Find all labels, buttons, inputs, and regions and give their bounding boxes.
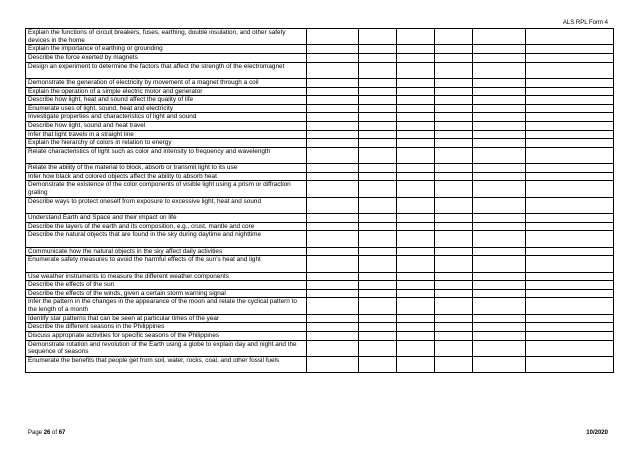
rating-cell[interactable]: [435, 332, 473, 341]
rating-cell[interactable]: [526, 78, 614, 87]
rating-cell[interactable]: [397, 314, 435, 323]
rating-cell[interactable]: [435, 289, 473, 298]
rating-cell[interactable]: [526, 356, 614, 372]
rating-cell[interactable]: [359, 289, 397, 298]
rating-cell[interactable]: [307, 231, 359, 247]
competency-description: Design an experiment to determine the factors that affect the strength of the electromagnet: [26, 62, 307, 78]
rating-cell[interactable]: [435, 29, 473, 45]
rating-cell[interactable]: [435, 340, 473, 356]
rating-cell[interactable]: [307, 340, 359, 356]
rating-cell[interactable]: [526, 256, 614, 272]
rating-cell[interactable]: [397, 222, 435, 231]
rating-cell[interactable]: [473, 130, 526, 139]
competency-description: Infer the pattern in the changes in the appearance of the moon and relate the cyclical pattern to the length of a month: [26, 298, 307, 314]
rating-cell[interactable]: [526, 247, 614, 256]
rating-cell[interactable]: [473, 164, 526, 173]
rating-cell[interactable]: [435, 172, 473, 181]
rating-cell[interactable]: [397, 62, 435, 78]
table-row: [26, 181, 614, 197]
rating-cell[interactable]: [473, 222, 526, 231]
table-row: [26, 87, 614, 96]
rating-cell[interactable]: [526, 197, 614, 213]
rating-cell[interactable]: [359, 87, 397, 96]
rating-cell[interactable]: [397, 139, 435, 148]
rating-cell[interactable]: [397, 231, 435, 247]
rating-cell[interactable]: [307, 298, 359, 314]
table-row: [26, 323, 614, 332]
rating-cell[interactable]: [473, 53, 526, 62]
rating-cell[interactable]: [435, 53, 473, 62]
rating-cell[interactable]: [435, 247, 473, 256]
table-row: [26, 197, 614, 213]
rating-cell[interactable]: [307, 139, 359, 148]
table-row: [26, 53, 614, 62]
rating-cell[interactable]: [397, 281, 435, 290]
rating-cell[interactable]: [435, 197, 473, 213]
rating-cell[interactable]: [397, 104, 435, 113]
competency-description: Explain the operation of a simple electric motor and generator: [26, 87, 307, 96]
rating-cell[interactable]: [473, 323, 526, 332]
rating-cell[interactable]: [526, 289, 614, 298]
competency-table: [25, 28, 614, 373]
rating-cell[interactable]: [526, 104, 614, 113]
rating-cell[interactable]: [359, 96, 397, 105]
table-row: [26, 247, 614, 256]
table-row: [26, 78, 614, 87]
rating-cell[interactable]: [307, 332, 359, 341]
rating-cell[interactable]: [397, 181, 435, 197]
rating-cell[interactable]: [473, 121, 526, 130]
rating-cell[interactable]: [435, 130, 473, 139]
rating-cell[interactable]: [359, 256, 397, 272]
rating-cell[interactable]: [473, 247, 526, 256]
rating-cell[interactable]: [397, 356, 435, 372]
rating-cell[interactable]: [526, 29, 614, 45]
rating-cell[interactable]: [359, 247, 397, 256]
rating-cell[interactable]: [359, 332, 397, 341]
rating-cell[interactable]: [397, 298, 435, 314]
rating-cell[interactable]: [473, 281, 526, 290]
rating-cell[interactable]: [435, 45, 473, 54]
rating-cell[interactable]: [359, 121, 397, 130]
rating-cell[interactable]: [397, 323, 435, 332]
rating-cell[interactable]: [359, 130, 397, 139]
rating-cell[interactable]: [473, 139, 526, 148]
rating-cell[interactable]: [435, 298, 473, 314]
rating-cell[interactable]: [435, 121, 473, 130]
rating-cell[interactable]: [473, 104, 526, 113]
rating-cell[interactable]: [359, 181, 397, 197]
rating-cell[interactable]: [359, 164, 397, 173]
competency-description: Infer how black and colored objects affect the ability to absorb heat: [26, 172, 307, 181]
table-row: [26, 231, 614, 247]
rating-cell[interactable]: [526, 96, 614, 105]
rating-cell[interactable]: [526, 130, 614, 139]
rating-cell[interactable]: [473, 356, 526, 372]
table-row: [26, 314, 614, 323]
rating-cell[interactable]: [526, 181, 614, 197]
rating-cell[interactable]: [359, 323, 397, 332]
rating-cell[interactable]: [307, 289, 359, 298]
table-row: [26, 121, 614, 130]
rating-cell[interactable]: [307, 87, 359, 96]
rating-cell[interactable]: [307, 281, 359, 290]
rating-cell[interactable]: [473, 256, 526, 272]
rating-cell[interactable]: [435, 272, 473, 281]
rating-cell[interactable]: [473, 197, 526, 213]
table-row: [26, 340, 614, 356]
rating-cell[interactable]: [473, 181, 526, 197]
rating-cell[interactable]: [307, 104, 359, 113]
page-of: of: [50, 430, 59, 436]
competency-description: Describe how light, heat and sound affect the quality of life: [26, 96, 307, 105]
date-code: 10/2020: [586, 430, 608, 436]
table-row: [26, 172, 614, 181]
rating-cell[interactable]: [435, 231, 473, 247]
rating-cell[interactable]: [307, 78, 359, 87]
rating-cell[interactable]: [473, 147, 526, 163]
rating-cell[interactable]: [359, 78, 397, 87]
competency-description: Infer that light travels in a straight line: [26, 130, 307, 139]
rating-cell[interactable]: [307, 323, 359, 332]
competency-description: Use weather instruments to measure the different weather components: [26, 272, 307, 281]
rating-cell[interactable]: [397, 214, 435, 223]
rating-cell[interactable]: [526, 121, 614, 130]
rating-cell[interactable]: [359, 298, 397, 314]
rating-cell[interactable]: [359, 281, 397, 290]
rating-cell[interactable]: [526, 340, 614, 356]
rating-cell[interactable]: [435, 113, 473, 122]
rating-cell[interactable]: [473, 87, 526, 96]
rating-cell[interactable]: [473, 314, 526, 323]
competency-description: Relate characteristics of light such as color and intensity to frequency and wavelength: [26, 147, 307, 163]
rating-cell[interactable]: [359, 147, 397, 163]
rating-cell[interactable]: [397, 78, 435, 87]
rating-cell[interactable]: [397, 29, 435, 45]
rating-cell[interactable]: [307, 62, 359, 78]
rating-cell[interactable]: [307, 314, 359, 323]
competency-description: Describe the effects of the sun: [26, 281, 307, 290]
rating-cell[interactable]: [307, 147, 359, 163]
rating-cell[interactable]: [526, 172, 614, 181]
rating-cell[interactable]: [307, 164, 359, 173]
rating-cell[interactable]: [359, 45, 397, 54]
rating-cell[interactable]: [307, 181, 359, 197]
rating-cell[interactable]: [359, 104, 397, 113]
rating-cell[interactable]: [473, 272, 526, 281]
rating-cell[interactable]: [307, 121, 359, 130]
rating-cell[interactable]: [397, 256, 435, 272]
rating-cell[interactable]: [397, 53, 435, 62]
competency-description: Explain the hierarchy of colors in relation to energy: [26, 139, 307, 148]
rating-cell[interactable]: [473, 62, 526, 78]
rating-cell[interactable]: [526, 147, 614, 163]
rating-cell[interactable]: [307, 222, 359, 231]
rating-cell[interactable]: [435, 87, 473, 96]
rating-cell[interactable]: [526, 298, 614, 314]
rating-cell[interactable]: [526, 139, 614, 148]
competency-description: Describe how light, sound and heat travel: [26, 121, 307, 130]
competency-description: Describe the layers of the earth and its composition, e.g., crust, mantle and core: [26, 222, 307, 231]
rating-cell[interactable]: [397, 172, 435, 181]
competency-description: Enumerate the benefits that people get from soil, water, rocks, coal, and other fossil fuels: [26, 356, 307, 372]
rating-cell[interactable]: [435, 222, 473, 231]
rating-cell[interactable]: [359, 172, 397, 181]
competency-description: Describe the different seasons in the Philippines: [26, 323, 307, 332]
table-row: [26, 272, 614, 281]
rating-cell[interactable]: [526, 214, 614, 223]
rating-cell[interactable]: [307, 172, 359, 181]
rating-cell[interactable]: [307, 247, 359, 256]
competency-description: Investigate properties and characteristics of light and sound: [26, 113, 307, 122]
rating-cell[interactable]: [473, 113, 526, 122]
rating-cell[interactable]: [397, 247, 435, 256]
competency-description: Describe ways to protect oneself from exposure to excessive light, heat and sound: [26, 197, 307, 213]
table-row: [26, 164, 614, 173]
table-row: [26, 62, 614, 78]
rating-cell[interactable]: [397, 121, 435, 130]
rating-cell[interactable]: [435, 147, 473, 163]
rating-cell[interactable]: [473, 332, 526, 341]
rating-cell[interactable]: [307, 197, 359, 213]
rating-cell[interactable]: [307, 130, 359, 139]
competency-description: Understand Earth and Space and their impact on life: [26, 214, 307, 223]
rating-cell[interactable]: [435, 78, 473, 87]
rating-cell[interactable]: [435, 181, 473, 197]
table-row: [26, 96, 614, 105]
rating-cell[interactable]: [307, 356, 359, 372]
rating-cell[interactable]: [526, 113, 614, 122]
rating-cell[interactable]: [397, 130, 435, 139]
rating-cell[interactable]: [307, 272, 359, 281]
rating-cell[interactable]: [359, 139, 397, 148]
rating-cell[interactable]: [526, 314, 614, 323]
rating-cell[interactable]: [435, 356, 473, 372]
rating-cell[interactable]: [526, 323, 614, 332]
table-row: [26, 289, 614, 298]
table-row: [26, 104, 614, 113]
rating-cell[interactable]: [359, 231, 397, 247]
competency-description: Describe the natural objects that are found in the sky during daytime and nighttime: [26, 231, 307, 247]
rating-cell[interactable]: [397, 96, 435, 105]
rating-cell[interactable]: [473, 340, 526, 356]
rating-cell[interactable]: [397, 340, 435, 356]
page-prefix: Page: [28, 430, 44, 436]
form-label: ALS RPL Form 4: [562, 20, 608, 26]
rating-cell[interactable]: [473, 96, 526, 105]
rating-cell[interactable]: [473, 231, 526, 247]
competency-description: Relate the ability of the material to block, absorb or transmit light to its use: [26, 164, 307, 173]
rating-cell[interactable]: [435, 139, 473, 148]
rating-cell[interactable]: [526, 53, 614, 62]
rating-cell[interactable]: [397, 147, 435, 163]
rating-cell[interactable]: [526, 87, 614, 96]
table-row: [26, 356, 614, 372]
rating-cell[interactable]: [359, 62, 397, 78]
rating-cell[interactable]: [397, 164, 435, 173]
rating-cell[interactable]: [473, 214, 526, 223]
rating-cell[interactable]: [526, 45, 614, 54]
rating-cell[interactable]: [359, 340, 397, 356]
competency-description: Explain the importance of earthing or grounding: [26, 45, 307, 54]
rating-cell[interactable]: [307, 45, 359, 54]
rating-cell[interactable]: [473, 298, 526, 314]
table-row: [26, 139, 614, 148]
rating-cell[interactable]: [435, 104, 473, 113]
competency-description: Enumerate uses of light, sound, heat and electricity: [26, 104, 307, 113]
rating-cell[interactable]: [359, 197, 397, 213]
rating-cell[interactable]: [359, 53, 397, 62]
table-row: [26, 298, 614, 314]
rating-cell[interactable]: [473, 78, 526, 87]
rating-cell[interactable]: [359, 314, 397, 323]
rating-cell[interactable]: [359, 222, 397, 231]
rating-cell[interactable]: [435, 214, 473, 223]
rating-cell[interactable]: [397, 272, 435, 281]
competency-description: Describe the effects of the winds, given a certain storm warning signal: [26, 289, 307, 298]
competency-description: Identify star patterns that can be seen at particular times of the year: [26, 314, 307, 323]
rating-cell[interactable]: [397, 197, 435, 213]
rating-cell[interactable]: [397, 332, 435, 341]
table-row: [26, 45, 614, 54]
competency-description: Communicate how the natural objects in the sky affect daily activities: [26, 247, 307, 256]
rating-cell[interactable]: [435, 281, 473, 290]
competency-description: Demonstrate the existence of the color components of visible light using a prism or diffraction grating: [26, 181, 307, 197]
rating-cell[interactable]: [307, 29, 359, 45]
page-total: 67: [58, 430, 66, 436]
rating-cell[interactable]: [526, 231, 614, 247]
table-row: [26, 130, 614, 139]
rating-cell[interactable]: [359, 113, 397, 122]
table-row: [26, 332, 614, 341]
table-row: [26, 113, 614, 122]
table-row: [26, 256, 614, 272]
rating-cell[interactable]: [526, 281, 614, 290]
rating-cell[interactable]: [359, 214, 397, 223]
competency-description: Discuss appropriate activities for specific seasons of the Philippines: [26, 332, 307, 341]
rating-cell[interactable]: [526, 332, 614, 341]
rating-cell[interactable]: [435, 96, 473, 105]
table-row: [26, 29, 614, 45]
rating-cell[interactable]: [397, 87, 435, 96]
rating-cell[interactable]: [473, 289, 526, 298]
rating-cell[interactable]: [435, 323, 473, 332]
rating-cell[interactable]: [397, 45, 435, 54]
rating-cell[interactable]: [435, 62, 473, 78]
table-row: [26, 281, 614, 290]
competency-description: Describe the force exerted by magnets: [26, 53, 307, 62]
rating-cell[interactable]: [307, 96, 359, 105]
competency-description: Explain the functions of circuit breakers, fuses, earthing, double insulation, and other safety devices in the home: [26, 29, 307, 45]
rating-cell[interactable]: [526, 222, 614, 231]
rating-cell[interactable]: [473, 29, 526, 45]
rating-cell[interactable]: [359, 356, 397, 372]
rating-cell[interactable]: [473, 172, 526, 181]
rating-cell[interactable]: [359, 29, 397, 45]
table-row: [26, 214, 614, 223]
table-row: [26, 222, 614, 231]
rating-cell[interactable]: [397, 113, 435, 122]
rating-cell[interactable]: [473, 45, 526, 54]
rating-cell[interactable]: [526, 62, 614, 78]
rating-cell[interactable]: [307, 53, 359, 62]
page-number: [28, 430, 65, 436]
rating-cell[interactable]: [435, 314, 473, 323]
rating-cell[interactable]: [307, 113, 359, 122]
rating-cell[interactable]: [359, 272, 397, 281]
competency-description: Demonstrate the generation of electricity by movement of a magnet through a coil: [26, 78, 307, 87]
competency-description: Demonstrate rotation and revolution of the Earth using a globe to explain day and night and the sequence of seasons: [26, 340, 307, 356]
table-row: [26, 147, 614, 163]
rating-cell[interactable]: [435, 256, 473, 272]
rating-cell[interactable]: [435, 164, 473, 173]
competency-description: Enumerate safety measures to avoid the harmful effects of the sun’s heat and light: [26, 256, 307, 272]
rating-cell[interactable]: [307, 214, 359, 223]
rating-cell[interactable]: [526, 272, 614, 281]
rating-cell[interactable]: [307, 256, 359, 272]
rating-cell[interactable]: [397, 289, 435, 298]
rating-cell[interactable]: [526, 164, 614, 173]
page-current: 26: [43, 430, 51, 436]
